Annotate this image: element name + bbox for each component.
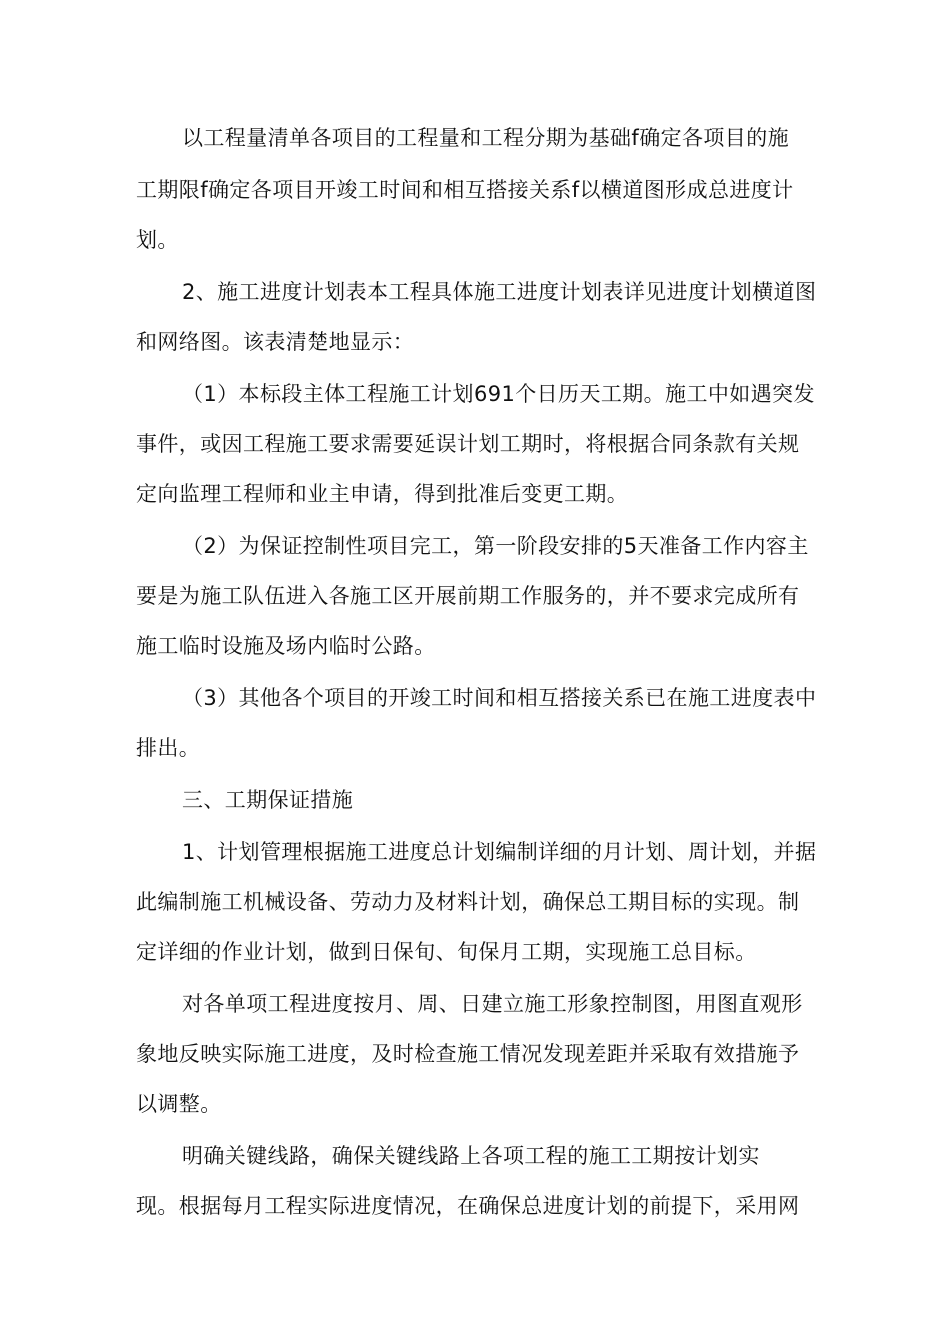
section-heading: 三、工期保证措施 bbox=[182, 788, 354, 812]
paragraph-line: 此编制施工机械设备、劳动力及材料计划，确保总工期目标的实现。制 bbox=[136, 890, 800, 914]
paragraph-line: 以工程量清单各项目的工程量和工程分期为基础f确定各项目的施 bbox=[182, 126, 789, 150]
paragraph-line: （2）为保证控制性项目完工，第一阶段安排的5天准备工作内容主 bbox=[182, 534, 809, 558]
paragraph-line: 施工临时设施及场内临时公路。 bbox=[136, 634, 436, 658]
paragraph-line: 以调整。 bbox=[136, 1092, 222, 1116]
paragraph-line: 排出。 bbox=[136, 736, 201, 760]
paragraph-line: （3）其他各个项目的开竣工时间和相互搭接关系已在施工进度表中 bbox=[182, 686, 817, 710]
paragraph-line: 定向监理工程师和业主申请，得到批准后变更工期。 bbox=[136, 482, 629, 506]
paragraph-line: 1、计划管理根据施工进度总计划编制详细的月计划、周计划，并据 bbox=[182, 840, 817, 864]
paragraph-line: 工期限f确定各项目开竣工时间和相互搭接关系f以横道图形成总进度计 bbox=[136, 178, 794, 202]
paragraph-line: 象地反映实际施工进度，及时检查施工情况发现差距并采取有效措施予 bbox=[136, 1042, 800, 1066]
paragraph-line: 事件，或因工程施工要求需要延误计划工期时，将根据合同条款有关规 bbox=[136, 432, 800, 456]
paragraph-line: 2、施工进度计划表本工程具体施工进度计划表详见进度计划横道图 bbox=[182, 280, 817, 304]
paragraph-line: 现。根据每月工程实际进度情况，在确保总进度计划的前提下，采用网 bbox=[136, 1194, 800, 1218]
paragraph-line: 明确关键线路，确保关键线路上各项工程的施工工期按计划实 bbox=[182, 1144, 760, 1168]
paragraph-line: 定详细的作业计划，做到日保旬、旬保月工期，实现施工总目标。 bbox=[136, 940, 757, 964]
paragraph-line: （1）本标段主体工程施工计划691个日历天工期。施工中如遇突发 bbox=[182, 382, 815, 406]
paragraph-line: 要是为施工队伍进入各施工区开展前期工作服务的，并不要求完成所有 bbox=[136, 584, 800, 608]
paragraph-line: 和网络图。该表清楚地显示： bbox=[136, 330, 415, 354]
paragraph-line: 划。 bbox=[136, 228, 179, 252]
paragraph-line: 对各单项工程进度按月、周、日建立施工形象控制图，用图直观形 bbox=[182, 992, 803, 1016]
